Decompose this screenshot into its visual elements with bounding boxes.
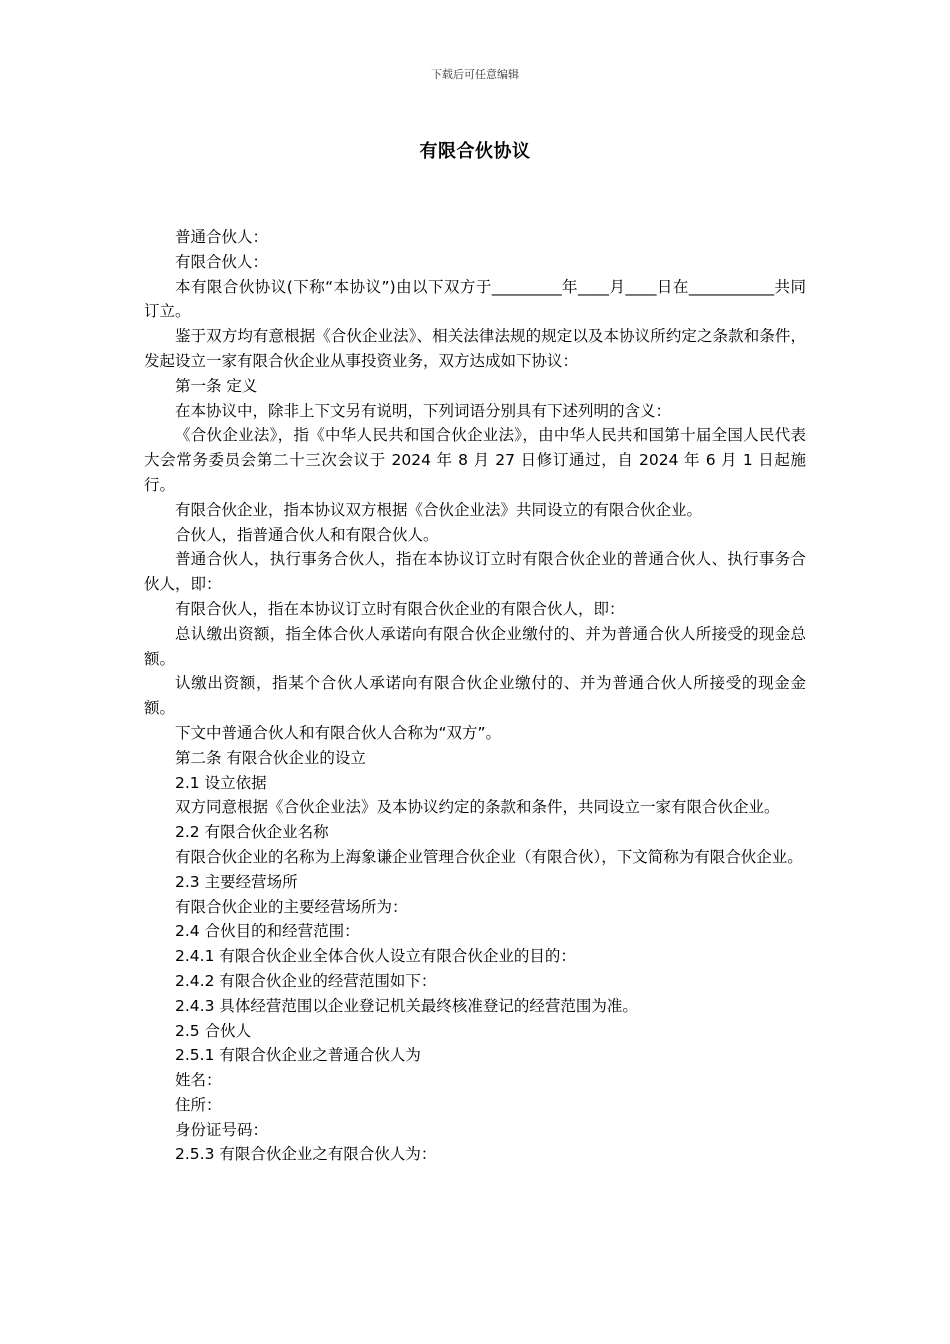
section-2-5-heading: 2.5 合伙人: [175, 1021, 252, 1040]
field-id-number: 身份证号码：: [175, 1120, 269, 1139]
section-2-4-1: 2.4.1 有限合伙企业全体合伙人设立有限合伙企业的目的：: [175, 947, 576, 966]
definition-total-subscribed-capital: 总认缴出资额，指全体合伙人承诺向有限合伙企业缴付的、并为普通合伙人所接受的现金总额。: [144, 624, 806, 668]
section-2-1-text: 双方同意根据《合伙企业法》及本协议约定的条款和条件，共同设立一家有限合伙企业。: [175, 798, 780, 817]
article-1-heading: 第一条 定义: [175, 376, 258, 395]
header-note: 下载后可任意编辑: [431, 68, 519, 81]
section-2-3-text: 有限合伙企业的主要经营场所为：: [175, 897, 408, 916]
document-body: [144, 225, 806, 1167]
document-title: 有限合伙协议: [419, 141, 531, 162]
definition-limited-partner: 有限合伙人，指在本协议订立时有限合伙企业的有限合伙人，即：: [175, 599, 625, 618]
definition-partner: 合伙人，指普通合伙人和有限合伙人。: [175, 525, 439, 544]
section-2-3-heading: 2.3 主要经营场所: [175, 872, 298, 891]
definition-general-partner: 普通合伙人，执行事务合伙人，指在本协议订立时有限合伙企业的普通合伙人、执行事务合伙人，即：: [144, 550, 806, 594]
paragraph-agreement-date: 本有限合伙协议(下称“本协议”)由以下双方于_________年____月____日在___________共同订立。: [144, 277, 806, 321]
field-address: 住所：: [175, 1095, 222, 1114]
section-2-2-text: 有限合伙企业的名称为上海象谦企业管理合伙企业（有限合伙），下文简称为有限合伙企业。: [175, 847, 803, 866]
section-2-5-3: 2.5.3 有限合伙企业之有限合伙人为：: [175, 1145, 437, 1164]
paragraph-general-partner: 普通合伙人：: [175, 228, 269, 246]
paragraph-recital: 鉴于双方均有意根据《合伙企业法》、相关法律法规的规定以及本协议所约定之条款和条件，发起设立一家有限合伙企业从事投资业务，双方达成如下协议：: [144, 327, 806, 370]
definition-limited-partnership: 有限合伙企业，指本协议双方根据《合伙企业法》共同设立的有限合伙企业。: [175, 500, 703, 519]
article-2-heading: 第二条 有限合伙企业的设立: [175, 748, 366, 767]
definition-parties: 下文中普通合伙人和有限合伙人合称为“双方”。: [175, 723, 502, 742]
field-name: 姓名：: [175, 1071, 222, 1090]
section-2-4-heading: 2.4 合伙目的和经营范围：: [175, 922, 360, 941]
paragraph-definitions-intro: 在本协议中，除非上下文另有说明，下列词语分别具有下述列明的含义：: [175, 401, 672, 420]
section-2-4-3: 2.4.3 具体经营范围以企业登记机关最终核准登记的经营范围为准。: [175, 996, 638, 1015]
section-2-2-heading: 2.2 有限合伙企业名称: [175, 823, 329, 842]
section-2-4-2: 2.4.2 有限合伙企业的经营范围如下：: [175, 971, 437, 990]
definition-partnership-law: 《合伙企业法》，指《中华人民共和国合伙企业法》，由中华人民共和国第十届全国人民代表大会常务委员会第二十三次会议于 2024 年 8 月 27 日修订通过，自 2024 年 6 月 1 日起施行。: [144, 426, 806, 494]
definition-subscribed-capital: 认缴出资额，指某个合伙人承诺向有限合伙企业缴付的、并为普通合伙人所接受的现金金额。: [144, 674, 806, 718]
section-2-1-heading: 2.1 设立依据: [175, 773, 267, 792]
paragraph-limited-partner: 有限合伙人：: [175, 252, 269, 271]
section-2-5-1: 2.5.1 有限合伙企业之普通合伙人为: [175, 1046, 421, 1065]
